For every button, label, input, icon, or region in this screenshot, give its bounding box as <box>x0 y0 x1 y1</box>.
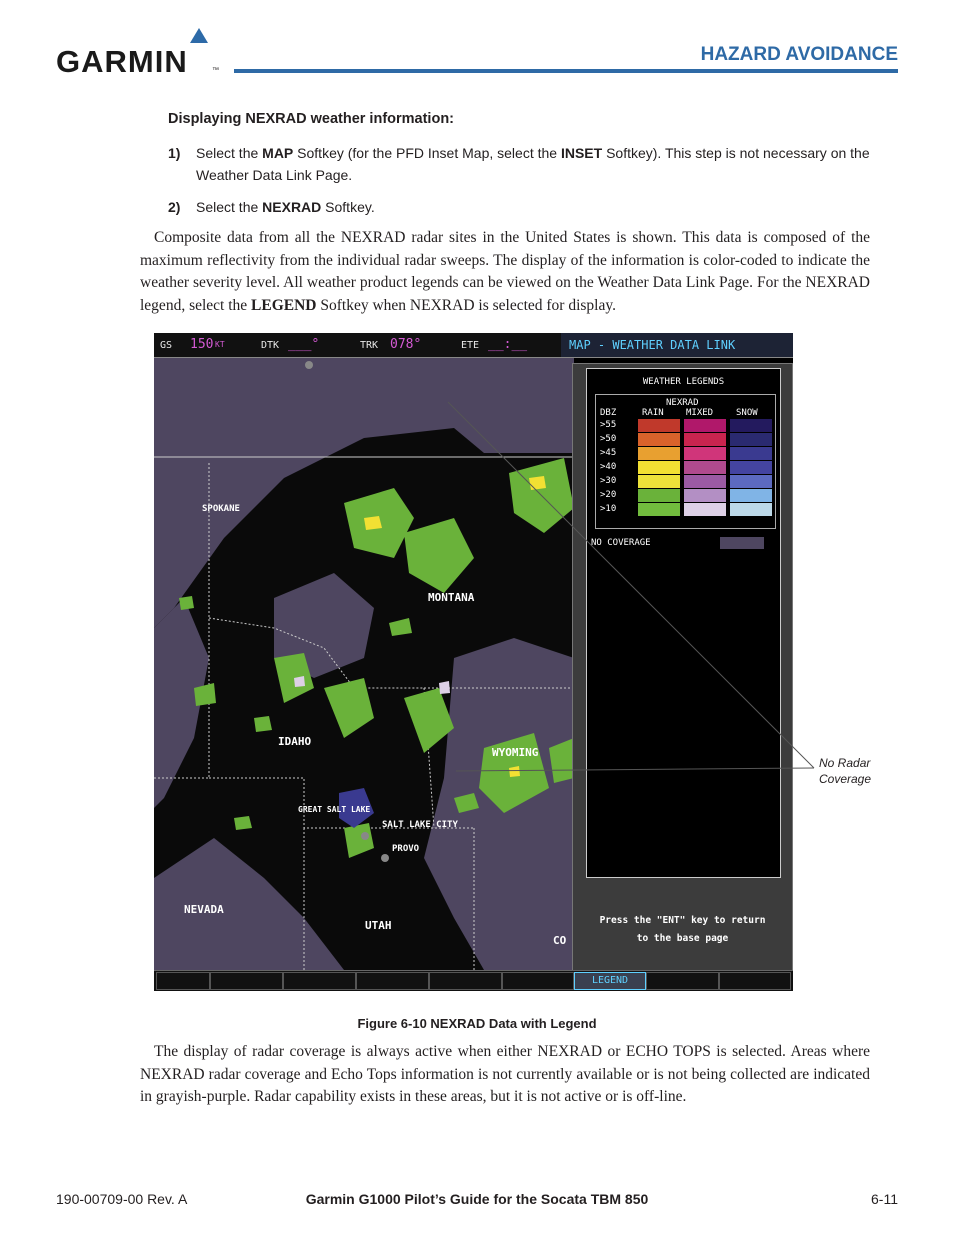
callout-line-1: No Radar <box>819 756 871 770</box>
legend-level-label: >55 <box>600 420 617 430</box>
legend-level-label: >50 <box>600 434 617 444</box>
ete-value: __:__ <box>488 337 528 352</box>
callout-line-2: Coverage <box>819 772 872 786</box>
map-label-utah: UTAH <box>365 919 392 932</box>
trk-label: TRK <box>360 340 379 351</box>
map-label-salt-lake-city: SALT LAKE CITY <box>382 820 458 830</box>
page-name: MAP - WEATHER DATA LINK <box>561 333 793 357</box>
procedure-title: Displaying NEXRAD weather information: <box>168 111 455 127</box>
legend-col-snow: SNOW <box>736 408 758 418</box>
dtk-label: DTK <box>261 340 280 351</box>
legend-col-dbz: DBZ <box>600 408 617 418</box>
legend-level-label: >30 <box>600 476 617 486</box>
footer-title: Garmin G1000 Pilot’s Guide for the Socata TBM 850 <box>305 1191 649 1207</box>
dtk-value: ___° <box>288 337 320 352</box>
legend-message-line-1: Press the "ENT" key to return <box>599 915 766 926</box>
trademark-mark: ™ <box>212 67 219 74</box>
legend-level-label: >10 <box>600 504 617 514</box>
section-title: HAZARD AVOIDANCE <box>700 44 898 65</box>
legend-title: WEATHER LEGENDS <box>642 377 725 387</box>
legend-col-rain: RAIN <box>642 408 664 418</box>
map-label-great-salt-lake: GREAT SALT LAKE <box>298 805 371 814</box>
map-label-idaho: IDAHO <box>278 735 312 748</box>
figure-caption: Figure 6-10 NEXRAD Data with Legend <box>357 1016 597 1031</box>
paragraph-radar-coverage: The display of radar coverage is always active when either NEXRAD or ECHO TOPS is selected. Areas where NEXRAD radar coverage and Echo Tops information is not currently available or is not being collected are indicated in grayish-purple. Radar capability exists in these areas, but it is not active or is off-line. <box>140 1043 870 1105</box>
legend-message-line-2: to the base page <box>636 933 729 944</box>
map-label-wyoming: WYOMING <box>492 746 539 759</box>
step-1-text: Select the MAP Softkey (for the PFD Inset Map, select the INSET Softkey). This step is not necessary on the Weather Data Link Page. <box>196 145 870 183</box>
legend-softkey[interactable]: LEGEND <box>574 972 646 990</box>
map-label-montana: MONTANA <box>428 591 475 604</box>
callout-leader-upper <box>448 402 814 768</box>
ete-label: ETE <box>461 340 480 351</box>
callout-no-radar-coverage <box>819 755 871 787</box>
footer-page-number: 6-11 <box>871 1191 898 1207</box>
legend-level-label: >40 <box>600 462 617 472</box>
legend-product-name: NEXRAD <box>666 398 699 408</box>
footer-document-number: 190-00709-00 Rev. A <box>56 1191 188 1207</box>
legend-level-label: >20 <box>600 490 617 500</box>
step-2-text: Select the NEXRAD Softkey. <box>196 199 375 215</box>
legend-col-mixed: MIXED <box>686 408 714 418</box>
gs-unit: KT <box>215 340 225 349</box>
callout-leader-lower <box>456 768 814 771</box>
trk-value: 078° <box>390 337 422 352</box>
gs-label: GS <box>160 340 173 351</box>
step-1-number: 1) <box>168 145 181 161</box>
map-label-provo: PROVO <box>392 844 420 854</box>
step-2-number: 2) <box>168 199 181 215</box>
map-label-nevada: NEVADA <box>184 903 224 916</box>
map-label-colorado: CO <box>553 934 567 947</box>
legend-level-label: >45 <box>600 448 617 458</box>
gs-value: 150 <box>190 337 214 352</box>
paragraph-composite-data: Composite data from all the NEXRAD radar sites in the United States is shown. This data is composed of the maximum reflectivity from the individual radar sweeps. The display of the information is color-coded to indicate the weather severity level. All weather product legends can be viewed on the Weather Data Link Page. For the NEXRAD legend, select the LEGEND Softkey when NEXRAD is selected for display. <box>140 229 870 314</box>
legend-no-coverage-label: NO COVERAGE <box>591 538 651 548</box>
map-label-spokane: SPOKANE <box>202 504 240 514</box>
garmin-logo: GARMIN <box>56 44 188 79</box>
